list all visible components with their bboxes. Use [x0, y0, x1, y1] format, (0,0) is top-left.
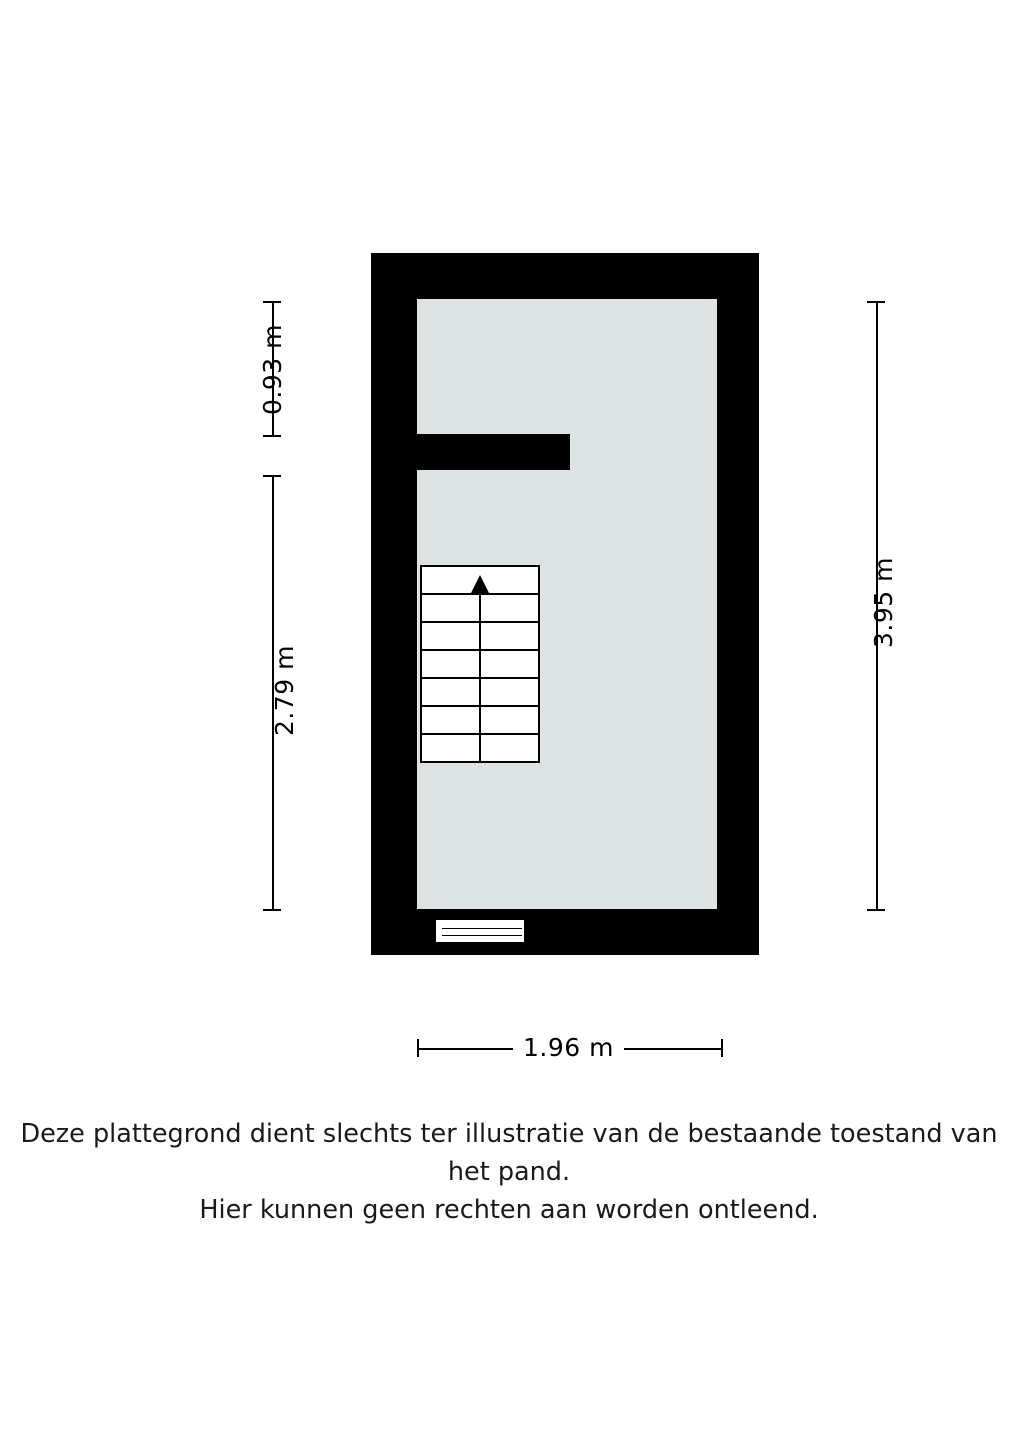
interior-stub-wall: [417, 434, 570, 470]
disclaimer-line-1: Deze plattegrond dient slechts ter illustratie van de bestaande toestand van het pand.: [20, 1119, 998, 1187]
dimension-label-2-79: 2.79 m: [270, 645, 299, 736]
stair-tread: [422, 649, 538, 651]
stair-tread: [422, 733, 538, 735]
dimension-tick: [721, 1039, 723, 1057]
dimension-label-3-95: 3.95 m: [869, 557, 898, 648]
dimension-tick: [263, 909, 281, 911]
stair-tread: [422, 593, 538, 595]
door-opening: [434, 918, 526, 944]
stair-tread: [422, 621, 538, 623]
dimension-tick: [417, 1039, 419, 1057]
dimension-tick: [867, 909, 885, 911]
disclaimer-line-2: Hier kunnen geen rechten aan worden ontleend.: [199, 1195, 819, 1225]
staircase: [420, 565, 540, 763]
stair-tread: [422, 705, 538, 707]
dimension-label-1-96: 1.96 m: [513, 1033, 624, 1062]
wall-bottom-right-segment: [531, 909, 759, 955]
dimension-label-0-93: 0.93 m: [258, 324, 287, 415]
dimension-tick: [263, 475, 281, 477]
stair-center-line: [479, 591, 481, 761]
wall-bottom-left-stub: [371, 909, 417, 955]
dimension-tick: [867, 301, 885, 303]
disclaimer-text: [0, 1115, 1018, 1229]
door-leaf: [442, 928, 522, 936]
stair-tread: [422, 677, 538, 679]
